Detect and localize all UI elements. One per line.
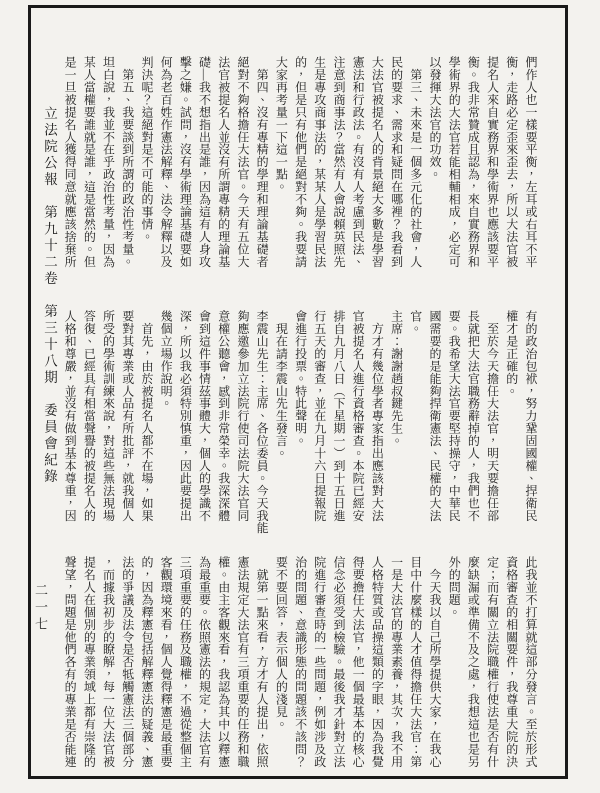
text-column: 首先，由於被提名人都不在場，如果 <box>139 310 154 522</box>
text-column: 國需要的是能夠捍衛憲法、民權的大法 <box>427 310 442 522</box>
text-column: 學術界的大法官若能相輔相成，必定可 <box>447 56 462 268</box>
text-column: 法官被提名人並沒有所謂專精的理論基 <box>216 56 231 268</box>
text-column: 聲望，問題是他們各有的專業是否能連 <box>63 556 78 768</box>
text-column: 衡，走路必定歪來歪去，所以大法官被 <box>504 56 519 268</box>
page-number: 二一七 <box>33 583 48 634</box>
text-column: 現在請李震山先生發言。 <box>274 310 289 460</box>
text-column: 會進行投票。特此聲明。 <box>293 310 308 447</box>
text-column: 憲法和行政法。有沒有人考慮到民法、 <box>351 56 366 268</box>
text-column: 長就把大法官職務辭掉的人，我們也不 <box>466 310 481 522</box>
text-column: 就第一點來看，方才有人提出，依照 <box>255 556 270 768</box>
text-column: 第四、沒有專精的學理和理論基礎者 <box>255 56 270 268</box>
text-column: ，而據我初步的瞭解，每一位大法官被 <box>101 556 116 768</box>
text-column: 今天我以自己所學提供大家，在我心 <box>427 556 442 768</box>
text-column: 治的問題、意識形態的問題該不該問？ <box>293 556 308 768</box>
text-column: 法的爭議及法令是否牴觸憲法三個部分 <box>120 556 135 768</box>
text-band-middle <box>50 310 540 535</box>
text-column: 官被提名人進行資格審查。本院已經安 <box>351 310 366 522</box>
text-column: 絕對不夠格擔任大法官。今天有五位大 <box>235 56 250 268</box>
text-column: 三項重要的任務及職權，不過從整個主 <box>178 556 193 768</box>
text-column: 官。 <box>408 310 423 335</box>
text-column: 夠應邀參加立法院行使司法院大法官同 <box>235 310 250 522</box>
text-column: 主席：謝謝趙叔鍵先生。 <box>389 310 404 447</box>
text-column: 民的要求、需求和疑問在哪裡？我看到 <box>389 56 404 268</box>
text-column: 為最重要。依照憲法的規定，大法官有 <box>197 556 212 768</box>
text-column: 大法官被提名人的背景絕大多數是學習 <box>370 56 385 268</box>
text-column: 注意到商事法？當然有人會說賴英照先 <box>331 56 346 268</box>
text-column: 們作人也一樣要平衡，左耳或右耳不平 <box>524 56 538 268</box>
text-column: 定；而有關立法院職權行使法是否有什 <box>485 556 500 768</box>
text-column: 要。我希望大法官要堅持操守，中華民 <box>447 310 462 522</box>
text-column: 李震山先生：主席、各位委員。今天我能 <box>255 310 270 535</box>
text-column: 客觀環境來看，個人覺得釋憲是最重要 <box>159 556 174 768</box>
text-column: 人格和尊嚴，並沒有做到基本尊重，因 <box>63 310 78 522</box>
text-column: 所受的學術訓練來說，對這些無法現場 <box>101 310 116 522</box>
text-column: 目中什麼樣的人才值得擔任大法官：第 <box>408 556 423 768</box>
text-column: 何為老百姓作憲法解釋、法令解釋以及 <box>159 56 174 268</box>
text-column: 坦白說，我並不在乎政治性考量，因為 <box>101 56 116 268</box>
text-column: 要對其專業或人品有所批評，就我個人 <box>120 310 135 522</box>
text-column: 要不要回答，表示個人的淺見。 <box>274 556 289 731</box>
text-column: 麼缺漏或準備不及之處，我想這也是另 <box>466 556 481 768</box>
text-column: 此我並不打算就這部分發言。至於形式 <box>524 556 538 768</box>
text-column: 礎—我不想指出是誰，因為這有人身攻 <box>197 56 212 268</box>
text-column: 有的政治包袱，努力鞏固國權、捍衛民 <box>524 310 538 522</box>
text-column: 資格審查的相關要件，我尊重大院的決 <box>504 556 519 768</box>
text-column: 排自九月八日（下星期一）到十五日進 <box>331 310 346 522</box>
text-column: 第五、我要談到所謂的政治性考量。 <box>120 56 135 268</box>
text-column: 會到這件事情茲事體大，個人的學識不 <box>197 310 212 522</box>
text-column: 第三、未來是一個多元化的社會，人 <box>408 56 423 268</box>
text-column: 是一旦被提名人獲得同意就應該捨棄所 <box>63 56 78 268</box>
text-column: 行五天的審查，並在九月十六日提報院 <box>312 310 327 522</box>
text-column: 以發揮大法官的功效。 <box>427 56 442 181</box>
text-column: 信念必須受到檢驗。最後我才針對立法 <box>331 556 346 768</box>
text-column: 幾個立場作說明。 <box>159 310 174 410</box>
text-band-top <box>56 56 540 270</box>
text-column: 的，但是只有他們是絕對不夠。我要請 <box>293 56 308 268</box>
text-column: 大家再考量一下這一點。 <box>274 56 289 193</box>
text-column: 憲法規定大法官有三項重要的任務和職 <box>235 556 250 768</box>
text-column: 院進行審查時的一些問題，例如涉及政 <box>312 556 327 768</box>
text-column: 生是專攻商事法的，某某人是學習民法 <box>312 56 327 268</box>
text-column: 提名人在個別的專業領域上都有崇隆的 <box>82 556 97 768</box>
text-column: 衡。我非常贊成且認為，來自實務界和 <box>466 56 481 268</box>
text-column: 擊之嫌。試問，沒有學術理論基礎要如 <box>178 56 193 268</box>
text-column: 深，所以我必須特別慎重，因此要提出 <box>178 310 193 522</box>
text-column: 人格特質或品操這類的字眼，因為我覺 <box>370 556 385 768</box>
text-column: 意權公聽會，感到非常榮幸。我深深體 <box>216 310 231 522</box>
text-column: 的，因為釋憲包括解釋憲法的疑義、憲 <box>139 556 154 768</box>
text-column: 提名人來自實務界和學術界也應該要平 <box>485 56 500 268</box>
text-band-bottom <box>50 556 540 770</box>
text-column: 判決呢？這絕對是不可能的事情。 <box>139 56 154 243</box>
text-column: 答復、已經具有相當聲譽的被提名人的 <box>82 310 97 522</box>
text-column: 權。由主客觀來看，我認為其中以釋憲 <box>216 556 231 768</box>
text-column: 外的問題。 <box>447 556 462 619</box>
text-column: 一是大法官的專業素養，其次，我不用 <box>389 556 404 768</box>
gazette-title: 立法院公報 第九十二卷 第三十八期 委員會紀錄 <box>42 106 57 486</box>
text-column: 得要擔任大法官，他一個最基本的核心 <box>351 556 366 768</box>
text-column: 權才是正確的。 <box>504 310 519 398</box>
text-column: 至於今天擔任大法官，明天要擔任部 <box>485 310 500 522</box>
text-column: 方才有幾位學者專家指出應該對大法 <box>370 310 385 522</box>
text-column: 某人當權要誰就是誰，這是當然的。但 <box>82 56 97 268</box>
